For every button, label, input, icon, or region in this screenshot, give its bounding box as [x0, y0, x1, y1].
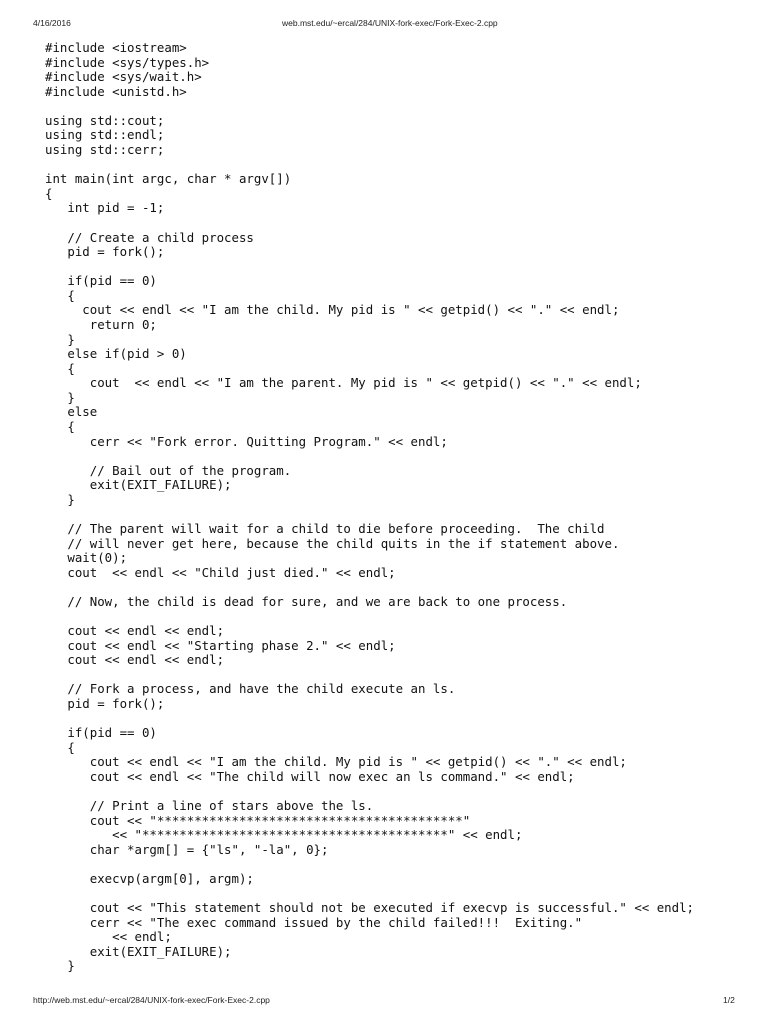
- code-line: using std::endl;: [45, 127, 165, 143]
- code-line: }: [45, 389, 75, 405]
- code-line: // will never get here, because the child quits in the if statement above.: [45, 535, 620, 551]
- code-line: #include <sys/types.h>: [45, 54, 210, 70]
- code-line: cout << endl << "I am the child. My pid is " << getpid() << "." << endl;: [45, 302, 620, 318]
- code-line: cout << endl << endl;: [45, 623, 225, 639]
- code-line: << endl;: [45, 929, 172, 945]
- code-line: pid = fork();: [45, 244, 165, 260]
- code-line: // Print a line of stars above the ls.: [45, 798, 374, 814]
- code-line: return 0;: [45, 316, 157, 332]
- code-line: {: [45, 739, 75, 755]
- code-line: cout << endl << "I am the parent. My pid is " << getpid() << "." << endl;: [45, 375, 642, 391]
- code-line: cout << "*****************************************": [45, 812, 471, 828]
- code-line: cout << endl << "Child just died." << endl;: [45, 564, 396, 580]
- code-line: }: [45, 958, 75, 974]
- code-line: [45, 449, 694, 464]
- code-line: [45, 99, 694, 114]
- code-line: wait(0);: [45, 550, 128, 566]
- code-line: using std::cerr;: [45, 142, 165, 158]
- source-code-block: [45, 41, 694, 974]
- code-line: #include <unistd.h>: [45, 83, 187, 99]
- code-line: if(pid == 0): [45, 725, 157, 741]
- code-line: {: [45, 360, 75, 376]
- code-line: cout << endl << "Starting phase 2." << endl;: [45, 637, 396, 653]
- code-line: cerr << "The exec command issued by the child failed!!! Exiting.": [45, 914, 583, 930]
- code-line: [45, 260, 694, 275]
- code-line: #include <sys/wait.h>: [45, 69, 202, 85]
- code-line: [45, 712, 694, 727]
- code-line: [45, 580, 694, 595]
- code-line: pid = fork();: [45, 696, 165, 712]
- code-line: // Now, the child is dead for sure, and we are back to one process.: [45, 593, 568, 609]
- code-line: [45, 610, 694, 625]
- code-line: {: [45, 185, 53, 201]
- code-line: // The parent will wait for a child to die before proceeding. The child: [45, 521, 605, 537]
- print-header-url: web.mst.edu/~ercal/284/UNIX-fork-exec/Fork-Exec-2.cpp: [282, 18, 498, 28]
- code-line: else: [45, 404, 98, 420]
- code-line: if(pid == 0): [45, 273, 157, 289]
- print-footer-url: http://web.mst.edu/~ercal/284/UNIX-fork-exec/Fork-Exec-2.cpp: [33, 995, 270, 1005]
- code-line: }: [45, 491, 75, 507]
- code-line: int main(int argc, char * argv[]): [45, 171, 292, 187]
- code-line: exit(EXIT_FAILURE);: [45, 943, 232, 959]
- code-line: char *argm[] = {"ls", "-la", 0};: [45, 841, 329, 857]
- code-line: int pid = -1;: [45, 200, 165, 216]
- code-line: {: [45, 419, 75, 435]
- code-line: << "*****************************************" << endl;: [45, 827, 523, 843]
- code-line: [45, 784, 694, 799]
- code-line: {: [45, 287, 75, 303]
- code-line: cerr << "Fork error. Quitting Program." << endl;: [45, 433, 448, 449]
- code-line: cout << "This statement should not be executed if execvp is successful." << endl;: [45, 900, 695, 916]
- code-line: cout << endl << endl;: [45, 652, 225, 668]
- code-line: // Create a child process: [45, 229, 254, 245]
- code-line: [45, 887, 694, 902]
- code-line: }: [45, 331, 75, 347]
- page-number: 1/2: [723, 995, 735, 1005]
- code-line: [45, 857, 694, 872]
- code-line: [45, 216, 694, 231]
- code-line: #include <iostream>: [45, 40, 187, 55]
- code-line: // Fork a process, and have the child execute an ls.: [45, 681, 456, 697]
- code-line: using std::cout;: [45, 112, 165, 128]
- code-line: [45, 158, 694, 173]
- code-line: exit(EXIT_FAILURE);: [45, 477, 232, 493]
- code-line: [45, 668, 694, 683]
- code-line: else if(pid > 0): [45, 346, 187, 362]
- code-line: cout << endl << "The child will now exec an ls command." << endl;: [45, 768, 575, 784]
- code-line: cout << endl << "I am the child. My pid is " << getpid() << "." << endl;: [45, 754, 627, 770]
- code-line: [45, 508, 694, 523]
- print-header-date: 4/16/2016: [33, 18, 71, 28]
- code-line: execvp(argm[0], argm);: [45, 870, 254, 886]
- code-line: // Bail out of the program.: [45, 462, 292, 478]
